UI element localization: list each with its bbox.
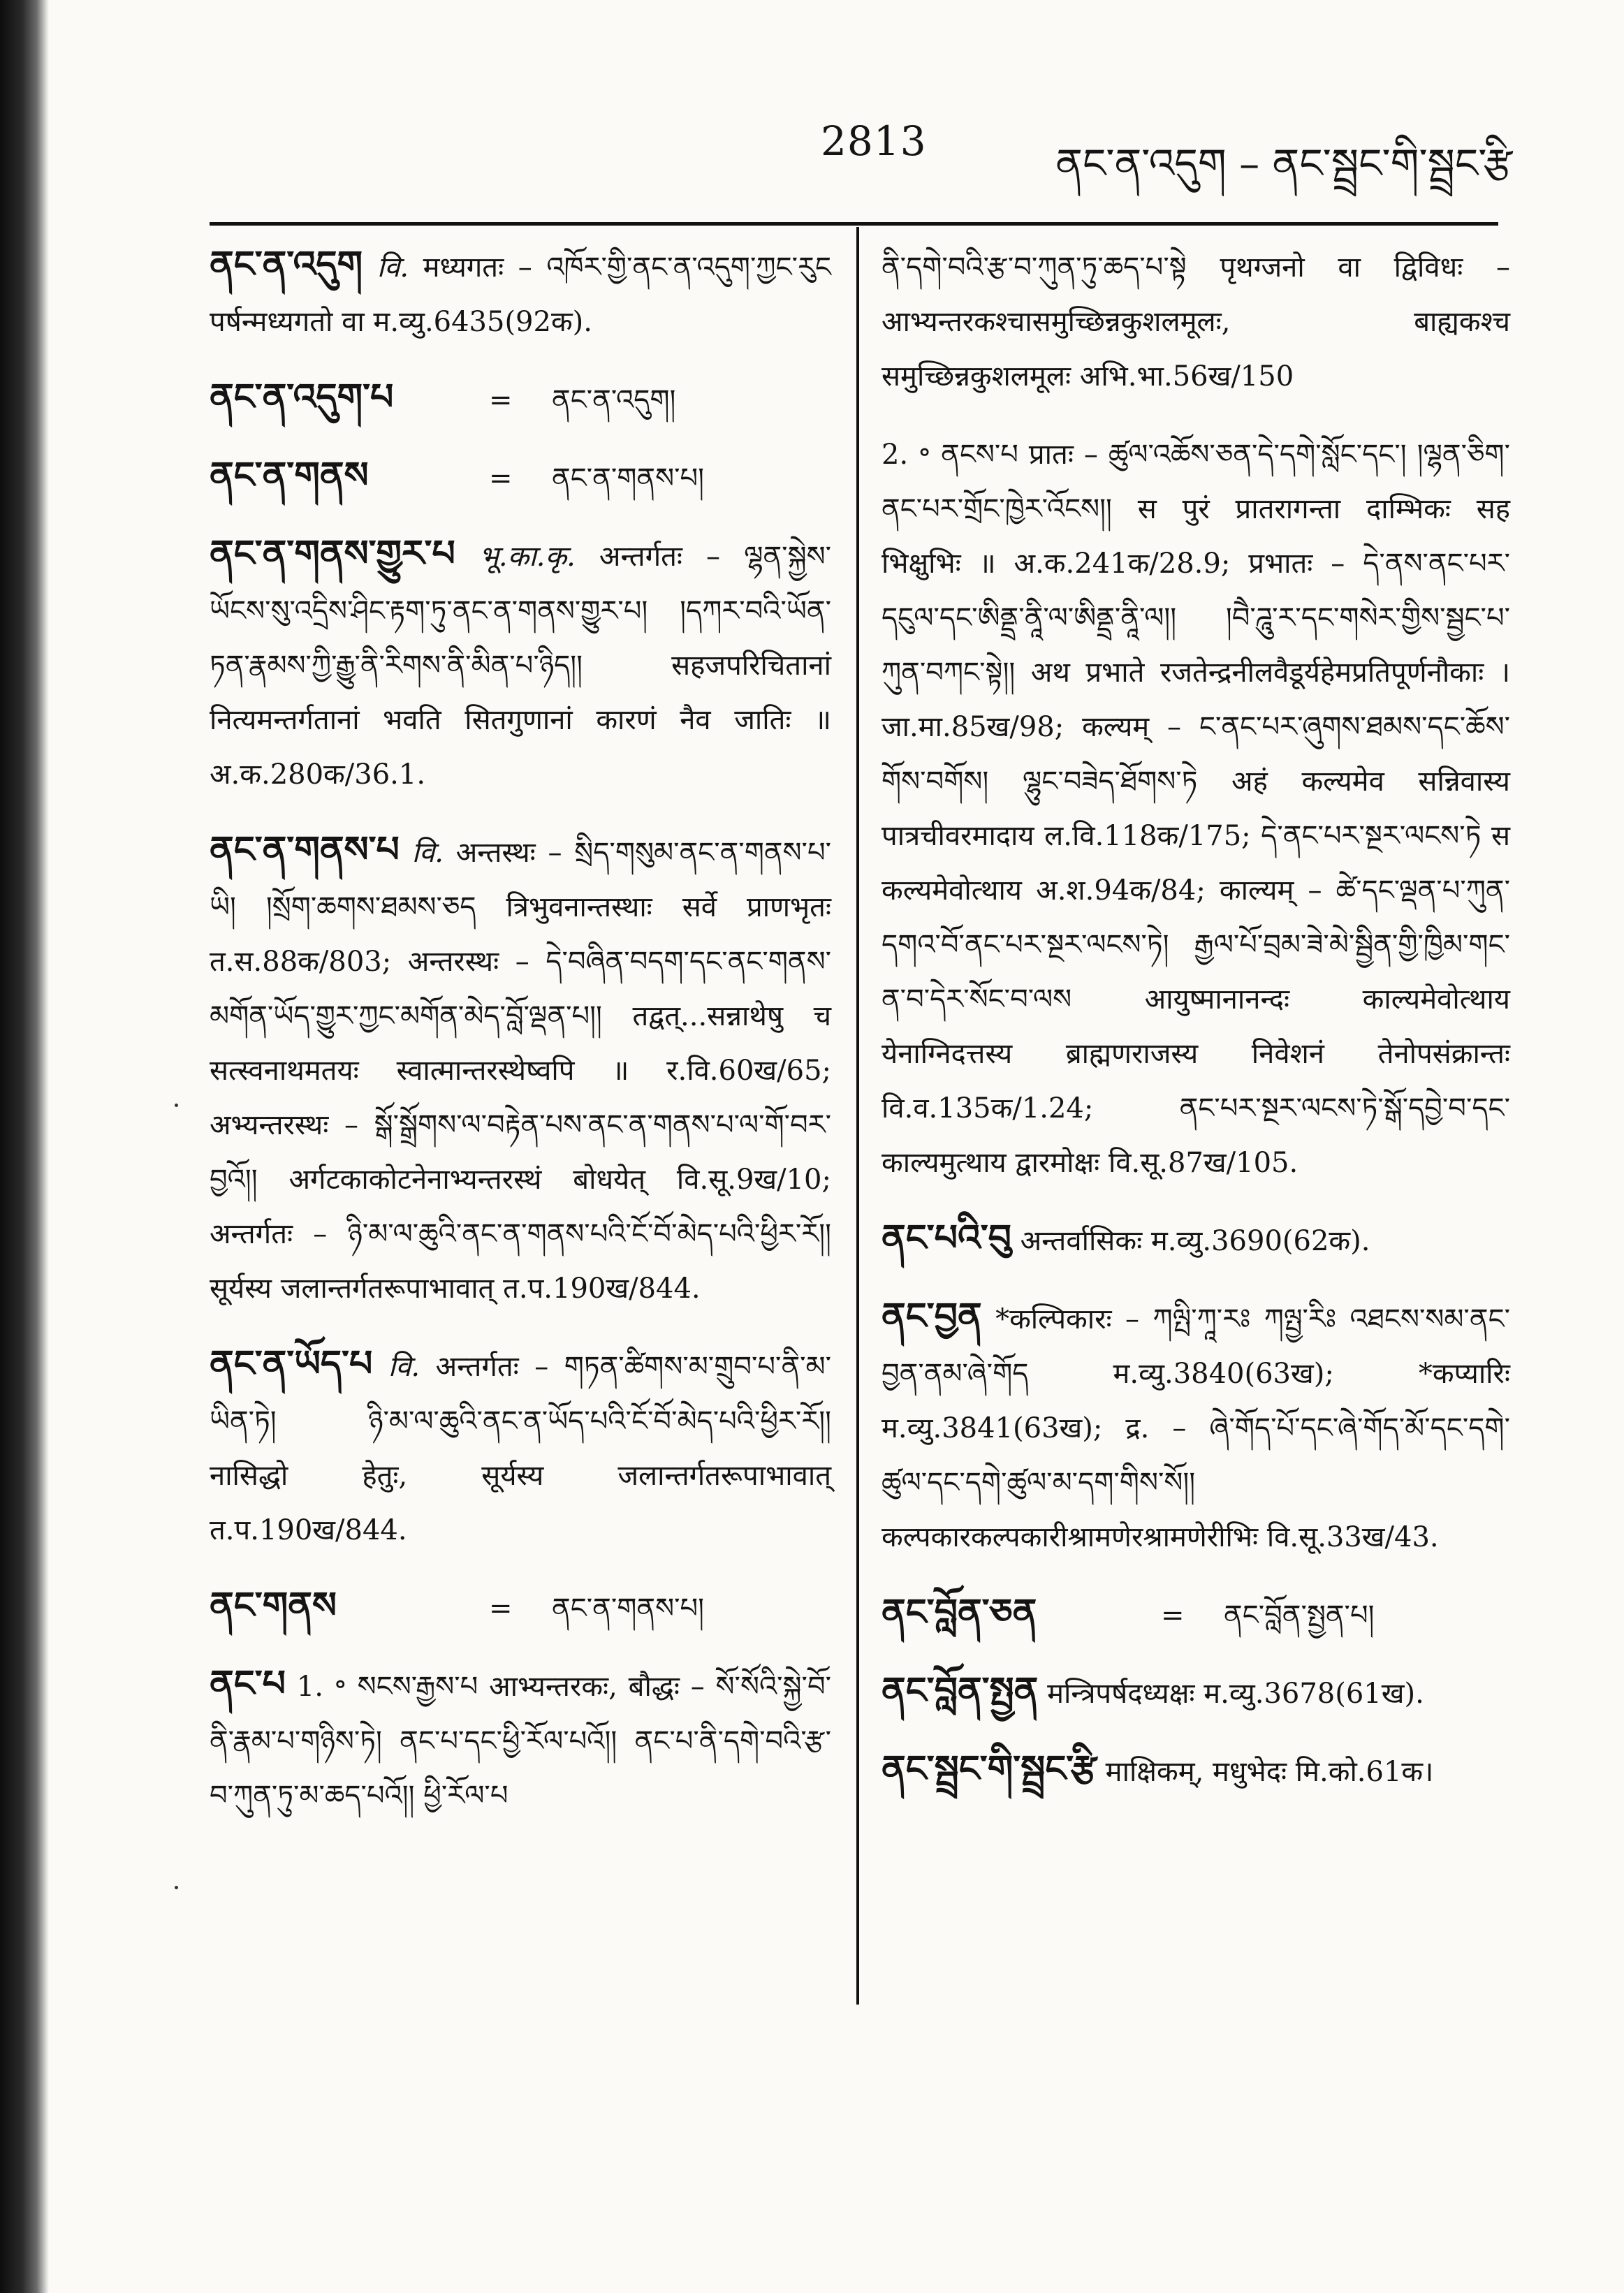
ink-speck xyxy=(175,1104,178,1107)
dictionary-entry xyxy=(210,1337,831,1558)
entry-grammar: भू.का.कृ. xyxy=(478,541,576,573)
column-divider xyxy=(856,227,859,2005)
crossref-equals: = xyxy=(489,384,513,416)
crossref-headword: ནང་བློན་ཅན xyxy=(882,1591,1037,1634)
crossref-equals: = xyxy=(489,462,513,495)
entry-grammar: वि. xyxy=(411,837,444,869)
entry-headword: ནང་སྦྲང་གི་སྦྲང་རྩི xyxy=(882,1748,1097,1790)
entry-body: *कल्पिकारः – ཀལྤི་ཀཱ་རཿ ཀལྤྱ་རིཿ འཐངས་སམ་ནང་བྱན་ནམ་ཞེ་གོད म.व्यु.3840(63ख); *कप्यारिः म.व्यु.3841(63ख); द्र. – ཞེ་གོད་པོ་དང་ཞེ་གོད་མོ་དང་དགེ་ཚུལ་དང་དགེ་ཚུལ་མ་དག་གིས་སོ།། कल्पकारकल्पकारीश्रामणेरश्रामणेरीभिः वि.सू.33ख/43. xyxy=(882,1303,1510,1553)
dictionary-entry xyxy=(210,1657,831,1823)
dictionary-entry xyxy=(210,237,831,349)
dictionary-entry xyxy=(882,1742,1510,1799)
cross-reference xyxy=(210,1578,831,1636)
entry-body: अन्तस्थः – སྲིད་གསུམ་ནང་ན་གནས་པ་ཡི། །སྲོག་ཆགས་ཐམས་ཅད त्रिभुवनान्तस्थाः सर्वे प्राणभृतः त.स.88क/803; अन्तरस्थः – དེ་བཞིན་བདག་དང་ནང་གནས་མགོན་ཡོད་གྱུར་ཀྱང་མགོན་མེད་བློ་ལྡན་པ།། तद्वत्...सन्नाथेषु च सत्स्वनाथमतयः स्वात्मान्तरस्थेष्वपि ॥ र.वि.60ख/65; अभ्यन्तरस्थः – སྒོ་སྒྲོགས་ལ་བརྟེན་པས་ནང་ན་གནས་པ་ལ་གོ་བར་བྱའོ།། अर्गटकाकोटनेनाभ्यन्तरस्थं बोधयेत् वि.सू.9ख/10; अन्तर्गतः – ཉི་མ་ལ་ཆུའི་ནང་ན་གནས་པའི་ངོ་བོ་མེད་པའི་ཕྱིར་རོ།། सूर्यस्य जलान्तर्गतरूपाभावात् त.प.190ख/844. xyxy=(210,837,831,1305)
crossref-target: ནང་ན་གནས་པ། xyxy=(552,1592,704,1625)
dictionary-entry xyxy=(882,1664,1510,1721)
crossref-headword: ནང་ན་འདུག་པ xyxy=(210,376,394,418)
crossref-target: ནང་ན་གནས་པ། xyxy=(552,462,704,495)
cross-reference xyxy=(882,1585,1510,1643)
entry-grammar: वि. xyxy=(376,251,409,284)
dictionary-entry xyxy=(882,425,1510,1190)
cross-reference xyxy=(210,370,831,427)
entry-body: मध्यगतः – འཁོར་གྱི་ནང་ན་འདུག་ཀྱང་རུང पर्षन्मध्यगतो वा म.व्यु.6435(92क). xyxy=(210,251,832,338)
entry-headword: ནང་ན་འདུག xyxy=(210,243,363,286)
entry-headword: ནང་བློན་སྤྱན xyxy=(882,1669,1039,1712)
running-head: ནང་ན་འདུག – ནང་སྦྲང་གི་སྦྲང་རྩི xyxy=(1055,140,1512,187)
crossref-equals: = xyxy=(489,1592,513,1625)
entry-headword: ནང་བྱན xyxy=(882,1295,982,1338)
entry-headword: ནང་ན་ཡོད་པ xyxy=(210,1342,373,1385)
entry-body: 1. ॰ སངས་རྒྱས་པ आभ्यन्तरकः, बौद्धः – སོ་སོའི་སྐྱེ་བོ་ནི་རྣམ་པ་གཉིས་ཏེ། ནང་པ་དང་ཕྱི་རོལ་པའོ།། ནང་པ་ནི་དགེ་བའི་རྩ་བ་ཀུན་ཏུ་མ་ཆད་པའོ།། ཕྱི་རོལ་པ xyxy=(210,1671,831,1812)
entry-body: अन्तर्गतः – ལྷན་སྐྱེས་ཡོངས་སུ་འདྲིས་ཤིང་རྟག་ཏུ་ནང་ན་གནས་གྱུར་པ། །དཀར་བའི་ཡོན་ཏན་རྣམས་ཀྱི་རྒྱུ་ནི་རིགས་ནི་མིན་པ་ཉིད།། सहजपरिचितानां नित्यमन्तर्गतानां भवति सितगुणानां कारणं नैव जातिः ॥ अ.क.280क/36.1. xyxy=(210,541,831,791)
header-rule xyxy=(210,222,1498,226)
cross-reference xyxy=(210,448,831,506)
entry-grammar: वि. xyxy=(388,1351,420,1383)
left-column xyxy=(210,237,831,1844)
entry-headword: ནང་པའི་བུ xyxy=(882,1217,1011,1259)
entry-body: माक्षिकम्, मधुभेदः मि.को.61क। xyxy=(1105,1756,1434,1788)
page-number: 2813 xyxy=(821,117,927,165)
dictionary-entry xyxy=(882,1289,1510,1565)
entry-body: अन्तर्गतः – གཏན་ཚིགས་མ་གྲུབ་པ་ནི་མ་ཡིན་ཏེ། ཉི་མ་ལ་ཆུའི་ནང་ན་ཡོད་པའི་ངོ་བོ་མེད་པའི་ཕྱིར་རོ།། नासिद्धो हेतुः, सूर्यस्य जलान्तर्गतरूपाभावात् त.प.190ख/844. xyxy=(210,1351,832,1546)
dictionary-entry xyxy=(210,527,831,802)
crossref-equals: = xyxy=(1161,1599,1185,1632)
entry-headword: ནང་ན་གནས་པ xyxy=(210,828,400,871)
entry-body: अन्तर्वासिकः म.व्यु.3690(62क). xyxy=(1020,1225,1370,1257)
right-column xyxy=(882,237,1510,1820)
entry-body: मन्त्रिपर्षदध्यक्षः म.व्यु.3678(61ख). xyxy=(1047,1678,1424,1710)
dictionary-entry xyxy=(882,237,1510,404)
ink-speck xyxy=(175,1886,178,1889)
crossref-headword: ནང་གནས xyxy=(210,1584,337,1627)
entry-headword: ནང་པ xyxy=(210,1662,286,1705)
entry-body: 2. ॰ ནངས་པ प्रातः – ཚུལ་འཆོས་ཅན་དེ་དགེ་སློང་དང་། །ལྷན་ཅིག་ནང་པར་གྲོང་ཁྱེར་འོངས།། स पुरं प्रातरागन्ता दाम्भिकः सह भिक्षुभिः ॥ अ.क.241क/28.9; प्रभातः – དེ་ནས་ནང་པར་དངུལ་དང་ཨིནྡྲ་ནཱི་ལ་ཨིནྡྲ་ནཱི་ལ།། །བཻ་ཌཱུ་ར་དང་གསེར་གྱིས་སྦྱང་པ་ཀུན་བཀང་སྟེ།། अथ प्रभाते रजतेन्द्रनीलवैडूर्यहेमप्रतिपूर्णनौकाः । जा.मा.85ख/98; कल्यम् – ང་ནང་པར་ཞུགས་ཐམས་དང་ཆོས་གོས་བགོས། ལྷུང་བཟེད་ཐོགས་ཏེ अहं कल्यमेव सन्निवास्य पात्रचीवरमादाय ल.वि.118क/175; དེ་ནང་པར་སྔར་ལངས་ཏེ स कल्यमेवोत्थाय अ.श.94क/84; काल्यम् – ཚེ་དང་ལྡན་པ་ཀུན་དགའ་བོ་ནང་པར་སྔར་ལངས་ཏེ། རྒྱལ་པོ་བྲམ་ཟེ་མེ་སྦྱིན་གྱི་ཁྱིམ་གང་ན་བ་དེར་སོང་བ་ལས आयुष्मानानन्दः काल्यमेवोत्थाय येनाग्निदत्तस्य ब्राह्मणराजस्य निवेशनं तेनोपसंक्रान्तः वि.व.135क/1.24; ནང་པར་སྔར་ལངས་ཏེ་སྒོ་དབྱེ་བ་དང་ काल्यमुत्थाय द्वारमोक्षः वि.सू.87ख/105. xyxy=(882,439,1510,1179)
entry-headword: ནང་ན་གནས་གྱུར་པ xyxy=(210,532,455,575)
dictionary-entry xyxy=(882,1211,1510,1268)
entry-body: ནི་དགེ་བའི་རྩ་བ་ཀུན་ཏུ་ཆད་པ་སྟེ पृथग्जनो वा द्विविधः – आभ्यन्तरकश्चासमुच्छिन्नकुशलमूलः, बाह्यकश्च समुच्छिन्नकुशलमूलः अभि.भा.56ख/150 xyxy=(882,251,1510,393)
crossref-headword: ནང་ན་གནས xyxy=(210,454,369,497)
crossref-target: ནང་བློན་སྤྱན་པ། xyxy=(1224,1599,1375,1632)
dictionary-entry xyxy=(210,823,831,1316)
book-spine-shadow xyxy=(0,0,49,2293)
crossref-target: ནང་ན་འདུག། xyxy=(552,384,676,416)
